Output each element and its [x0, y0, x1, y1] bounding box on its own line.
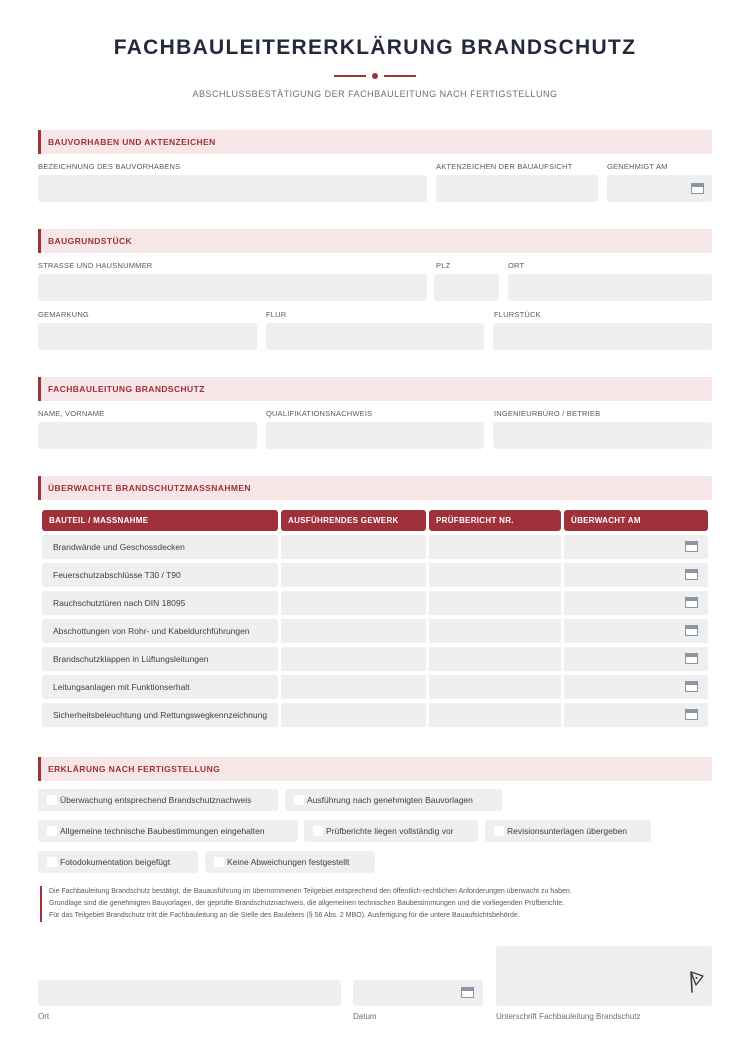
gemarkung-field[interactable] — [38, 323, 257, 350]
checkbox-box[interactable] — [47, 857, 57, 867]
label-ort-signature: Ort — [38, 1012, 50, 1021]
checkbox-revisionsunterlagen[interactable] — [485, 820, 651, 842]
ueberwacht-am-field[interactable] — [564, 563, 708, 587]
ueberwacht-am-field[interactable] — [564, 647, 708, 671]
massnahme-label: Abschottungen von Rohr- und Kabeldurchführungen — [53, 626, 250, 636]
label-bezeichnung: BEZEICHNUNG DES BAUVORHABENS — [38, 162, 181, 171]
checkbox-label: Überwachung entsprechend Brandschutznachweis — [60, 795, 252, 805]
qualifikation-field[interactable] — [266, 422, 484, 449]
checkbox-box[interactable] — [214, 857, 224, 867]
label-flurstueck: FLURSTÜCK — [494, 310, 541, 319]
bauteil-cell — [42, 535, 278, 559]
gewerk-field[interactable] — [281, 703, 426, 727]
pruefbericht-field[interactable] — [429, 675, 561, 699]
massnahme-label: Leitungsanlagen mit Funktionserhalt — [53, 682, 190, 692]
ort-field[interactable] — [508, 274, 712, 301]
checkbox-label: Keine Abweichungen festgestellt — [227, 857, 350, 867]
gewerk-field[interactable] — [281, 675, 426, 699]
bauteil-cell — [42, 703, 278, 727]
note-line: Die Fachbauleitung Brandschutz bestätigt, die Bauausführung im übernommenen Teilgebiet entsprechend den öffentlich-rechtlichen Anforderungen überwacht zu haben. — [49, 888, 572, 895]
flur-field[interactable] — [266, 323, 484, 350]
bauteil-cell — [42, 619, 278, 643]
note-line: Grundlage sind die genehmigten Bauvorlagen, der geprüfte Brandschutznachweis, die allgemeinen technischen Baubestimmungen und die vorliegenden Prüfberichte. — [49, 900, 565, 907]
label-datum: Datum — [353, 1012, 377, 1021]
label-unterschrift: Unterschrift Fachbauleitung Brandschutz — [496, 1012, 641, 1021]
gewerk-field[interactable] — [281, 535, 426, 559]
checkbox-ueberwachung[interactable] — [38, 789, 278, 811]
pruefbericht-field[interactable] — [429, 535, 561, 559]
checkbox-label: Ausführung nach genehmigten Bauvorlagen — [307, 795, 473, 805]
strasse-field[interactable] — [38, 274, 427, 301]
plz-field[interactable] — [434, 274, 499, 301]
pruefbericht-field[interactable] — [429, 703, 561, 727]
pruefbericht-field[interactable] — [429, 563, 561, 587]
flurstueck-field[interactable] — [493, 323, 712, 350]
calendar-icon[interactable] — [685, 541, 698, 552]
checkbox-ausfuehrung[interactable] — [285, 789, 502, 811]
aktenzeichen-field[interactable] — [436, 175, 598, 202]
buero-field[interactable] — [493, 422, 712, 449]
gewerk-field[interactable] — [281, 647, 426, 671]
label-plz: PLZ — [436, 261, 451, 270]
massnahme-label: Sicherheitsbeleuchtung und Rettungswegkennzeichnung — [53, 710, 268, 720]
checkbox-keine-abweichungen[interactable] — [205, 851, 375, 873]
checkbox-label: Prüfberichte liegen vollständig vor — [326, 826, 454, 836]
label-ort: ORT — [508, 261, 525, 270]
page-title: FACHBAULEITERERKLÄRUNG BRANDSCHUTZ — [113, 36, 637, 59]
datum-field[interactable] — [353, 980, 483, 1006]
checkbox-label: Revisionsunterlagen übergeben — [507, 826, 628, 836]
massnahme-label: Rauchschutztüren nach DIN 18095 — [53, 598, 186, 608]
massnahme-label: Brandschutzklappen in Lüftungsleitungen — [53, 654, 209, 664]
massnahme-label: Feuerschutzabschlüsse T30 / T90 — [53, 570, 181, 580]
calendar-icon[interactable] — [685, 569, 698, 580]
declaration-note — [40, 886, 700, 922]
bauteil-cell — [42, 591, 278, 615]
column-header-bauteil: BAUTEIL / MASSNAHME — [42, 510, 278, 531]
gewerk-field[interactable] — [281, 591, 426, 615]
label-aktenzeichen: AKTENZEICHEN DER BAUAUFSICHT — [436, 162, 573, 171]
section-heading-bauvorhaben: BAUVORHABEN UND AKTENZEICHEN — [38, 130, 712, 154]
calendar-icon[interactable] — [685, 709, 698, 720]
column-header-ueberwacht-am: ÜBERWACHT AM — [564, 510, 708, 531]
genehmigt-am-field[interactable] — [607, 175, 712, 202]
column-header-pruefbericht: PRÜFBERICHT NR. — [429, 510, 561, 531]
checkbox-box[interactable] — [47, 795, 57, 805]
signature-field[interactable] — [496, 946, 712, 1006]
ueberwacht-am-field[interactable] — [564, 703, 708, 727]
calendar-icon[interactable] — [685, 653, 698, 664]
label-name: NAME, VORNAME — [38, 409, 105, 418]
pen-nib-icon — [688, 970, 706, 996]
label-qualifikation: QUALIFIKATIONSNACHWEIS — [266, 409, 373, 418]
bezeichnung-field[interactable] — [38, 175, 427, 202]
name-field[interactable] — [38, 422, 257, 449]
ueberwacht-am-field[interactable] — [564, 591, 708, 615]
section-heading-grundstueck: BAUGRUNDSTÜCK — [38, 229, 712, 253]
pruefbericht-field[interactable] — [429, 647, 561, 671]
ueberwacht-am-field[interactable] — [564, 535, 708, 559]
calendar-icon[interactable] — [685, 597, 698, 608]
bauteil-cell — [42, 563, 278, 587]
pruefbericht-field[interactable] — [429, 591, 561, 615]
section-heading-massnahmen: ÜBERWACHTE BRANDSCHUTZMASSNAHMEN — [38, 476, 712, 500]
calendar-icon[interactable] — [461, 987, 474, 998]
label-genehmigt-am: GENEHMIGT AM — [607, 162, 668, 171]
bauteil-cell — [42, 647, 278, 671]
massnahme-label: Brandwände und Geschossdecken — [53, 542, 185, 552]
checkbox-box[interactable] — [47, 826, 57, 836]
bauteil-cell — [42, 675, 278, 699]
ort-signature-field[interactable] — [38, 980, 341, 1006]
gewerk-field[interactable] — [281, 619, 426, 643]
title-ornament — [334, 73, 416, 79]
ueberwacht-am-field[interactable] — [564, 619, 708, 643]
page-subtitle: ABSCHLUSSBESTÄTIGUNG DER FACHBAULEITUNG NACH FERTIGSTELLUNG — [192, 89, 558, 99]
calendar-icon[interactable] — [685, 625, 698, 636]
checkbox-label: Fotodokumentation beigefügt — [60, 857, 171, 867]
label-buero: INGENIEURBÜRO / BETRIEB — [494, 409, 601, 418]
label-strasse: STRASSE UND HAUSNUMMER — [38, 261, 153, 270]
checkbox-box[interactable] — [294, 795, 304, 805]
checkbox-label: Allgemeine technische Baubestimmungen eingehalten — [60, 826, 265, 836]
checkbox-box[interactable] — [494, 826, 504, 836]
calendar-icon[interactable] — [685, 681, 698, 692]
label-flur: FLUR — [266, 310, 287, 319]
note-line: Für das Teilgebiet Brandschutz tritt die Fachbauleitung an die Stelle des Bauleiters (§ 56 Abs. 2 MBO). Ausfertigung für die untere Bauaufsichtsbehörde. — [49, 912, 520, 919]
checkbox-baubestimmungen[interactable] — [38, 820, 298, 842]
section-heading-erklaerung: ERKLÄRUNG NACH FERTIGSTELLUNG — [38, 757, 712, 781]
calendar-icon[interactable] — [691, 183, 704, 194]
ueberwacht-am-field[interactable] — [564, 675, 708, 699]
label-gemarkung: GEMARKUNG — [38, 310, 89, 319]
checkbox-box[interactable] — [313, 826, 323, 836]
section-heading-fachbauleitung: FACHBAULEITUNG BRANDSCHUTZ — [38, 377, 712, 401]
pruefbericht-field[interactable] — [429, 619, 561, 643]
checkbox-fotodokumentation[interactable] — [38, 851, 198, 873]
gewerk-field[interactable] — [281, 563, 426, 587]
column-header-gewerk: AUSFÜHRENDES GEWERK — [281, 510, 426, 531]
checkbox-pruefberichte[interactable] — [304, 820, 478, 842]
